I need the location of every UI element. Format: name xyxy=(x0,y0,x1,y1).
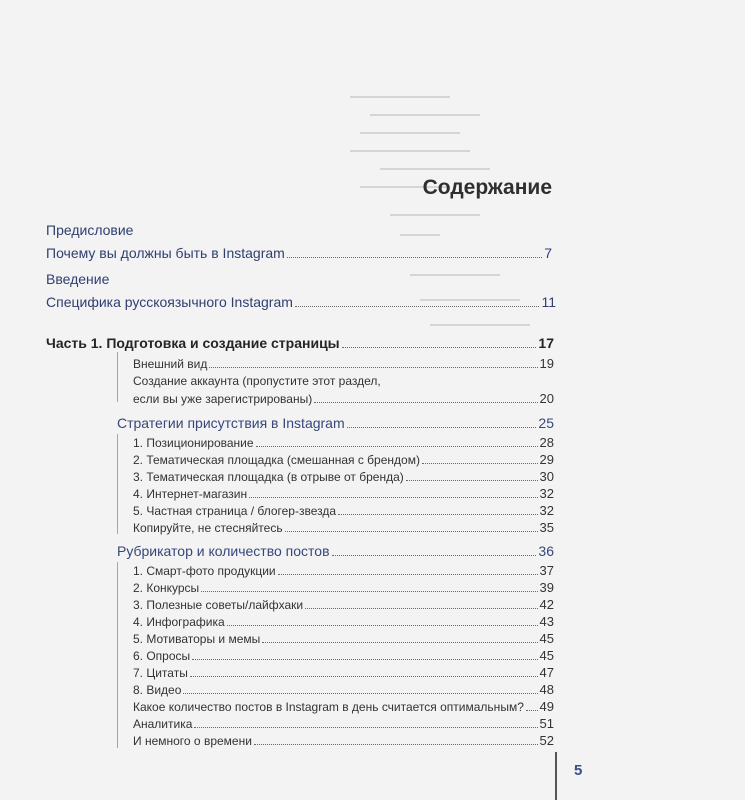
dot-leader xyxy=(249,497,537,498)
toc-entry[interactable] xyxy=(133,613,554,629)
toc-entry[interactable] xyxy=(46,294,556,310)
toc-entry[interactable] xyxy=(133,485,554,501)
toc-entry-title: Копируйте, не стесняйтесь xyxy=(133,521,283,535)
toc-entry-page: 42 xyxy=(539,597,554,612)
dot-leader xyxy=(422,463,538,464)
toc-entry[interactable] xyxy=(133,664,554,680)
footer-rule xyxy=(555,752,557,800)
toc-entry-title: 1. Смарт-фото продукции xyxy=(133,564,276,578)
toc-entry-title: если вы уже зарегистрированы) xyxy=(133,392,313,406)
toc-entry[interactable] xyxy=(133,732,554,748)
dot-leader xyxy=(342,347,537,348)
dot-leader xyxy=(209,367,537,368)
toc-entry[interactable] xyxy=(133,390,554,406)
toc-entry[interactable] xyxy=(133,355,554,371)
toc-entry-title: И немного о времени xyxy=(133,734,252,748)
toc-section-heading[interactable] xyxy=(117,543,554,559)
page-title: Содержание xyxy=(422,176,552,199)
toc-entry-page: 37 xyxy=(539,563,554,578)
toc-entry-page: 11 xyxy=(541,294,556,310)
toc-entry-title: 3. Тематическая площадка (в отрыве от бренда) xyxy=(133,470,404,484)
toc-entry-title: Аналитика xyxy=(133,717,193,731)
toc-entry-page: 20 xyxy=(539,391,554,406)
dot-leader xyxy=(190,676,538,677)
toc-entry-page: 51 xyxy=(539,716,554,731)
toc-section-heading[interactable] xyxy=(117,415,554,431)
toc-entry-page: 39 xyxy=(539,580,554,595)
dot-leader xyxy=(201,591,537,592)
toc-entry-title: 3. Полезные советы/лайфхаки xyxy=(133,598,304,612)
preface-heading: Предисловие xyxy=(46,222,134,238)
toc-entry-page: 35 xyxy=(539,520,554,535)
toc-entry[interactable] xyxy=(133,681,554,697)
toc-entry-title: Часть 1. Подготовка и создание страницы xyxy=(46,335,340,351)
toc-entry-title: 1. Позиционирование xyxy=(133,436,254,450)
toc-entry-title: 4. Интернет-магазин xyxy=(133,487,248,501)
dot-leader xyxy=(194,727,537,728)
toc-part-heading[interactable] xyxy=(46,335,554,351)
toc-entry-page: 36 xyxy=(538,543,554,559)
toc-entry-title: Какое количество постов в Instagram в день считается оптимальным? xyxy=(133,700,524,714)
dot-leader xyxy=(347,427,537,428)
intro-heading: Введение xyxy=(46,271,110,287)
dot-leader xyxy=(526,710,538,711)
toc-entry[interactable] xyxy=(133,630,554,646)
toc-entry-page: 47 xyxy=(539,665,554,680)
dot-leader xyxy=(262,642,537,643)
toc-entry-title: 2. Тематическая площадка (смешанная с брендом) xyxy=(133,453,420,467)
toc-entry-title: Внешний вид xyxy=(133,357,208,371)
toc-entry[interactable] xyxy=(133,451,554,467)
toc-entry[interactable] xyxy=(133,647,554,663)
dot-leader xyxy=(295,306,540,307)
dot-leader xyxy=(192,659,537,660)
toc-entry-page: 45 xyxy=(539,648,554,663)
toc-entry-title: Почему вы должны быть в Instagram xyxy=(46,245,285,261)
toc-entry[interactable] xyxy=(133,596,554,612)
toc-entry[interactable] xyxy=(133,562,554,578)
dot-leader xyxy=(278,574,538,575)
toc-entry-title: 7. Цитаты xyxy=(133,666,188,680)
toc-entry-title: 5. Мотиваторы и мемы xyxy=(133,632,261,646)
dot-leader xyxy=(305,608,537,609)
toc-entry-page: 17 xyxy=(538,335,554,351)
toc-entry[interactable] xyxy=(133,579,554,595)
page-number: 5 xyxy=(574,762,583,779)
toc-entry-title: Стратегии присутствия в Instagram xyxy=(117,415,345,431)
dot-leader xyxy=(285,531,538,532)
toc-entry-page: 19 xyxy=(539,356,554,371)
toc-entry-title: 5. Частная страница / блогер-звезда xyxy=(133,504,337,518)
dot-leader xyxy=(227,625,538,626)
toc-entry-title: 2. Конкурсы xyxy=(133,581,200,595)
toc-entry-title: Рубрикатор и количество постов xyxy=(117,543,330,559)
dot-leader xyxy=(256,446,538,447)
toc-entry-page: 30 xyxy=(539,469,554,484)
toc-entry[interactable] xyxy=(133,698,554,714)
toc-entry-title: 4. Инфографика xyxy=(133,615,225,629)
indent-rule xyxy=(117,434,118,534)
indent-rule xyxy=(117,352,118,402)
toc-entry-title: Специфика русскоязычного Instagram xyxy=(46,294,293,310)
dot-leader xyxy=(254,744,538,745)
toc-entry-page: 49 xyxy=(539,699,554,714)
toc-entry[interactable] xyxy=(133,468,554,484)
toc-entry-page: 52 xyxy=(539,733,554,748)
dot-leader xyxy=(287,257,542,258)
toc-entry[interactable] xyxy=(133,519,554,535)
toc-entry[interactable] xyxy=(46,245,552,261)
toc-entry-page: 32 xyxy=(539,503,554,518)
toc-entry-title: 6. Опросы xyxy=(133,649,191,663)
toc-entry-page: 43 xyxy=(539,614,554,629)
toc-entry-page: 45 xyxy=(539,631,554,646)
dot-leader xyxy=(406,480,538,481)
toc-entry[interactable] xyxy=(133,434,554,450)
dot-leader xyxy=(183,693,537,694)
toc-entry[interactable] xyxy=(133,502,554,518)
toc-entry-title: 8. Видео xyxy=(133,683,182,697)
toc-entry-title-line1: Создание аккаунта (пропустите этот раздел, xyxy=(133,374,381,388)
dot-leader xyxy=(338,514,537,515)
toc-entry-page: 48 xyxy=(539,682,554,697)
dot-leader xyxy=(332,555,537,556)
toc-entry-page: 7 xyxy=(544,245,552,261)
indent-rule xyxy=(117,562,118,748)
dot-leader xyxy=(314,402,537,403)
toc-entry-page: 32 xyxy=(539,486,554,501)
toc-entry-page: 29 xyxy=(539,452,554,467)
toc-entry[interactable] xyxy=(133,715,554,731)
toc-entry-page: 25 xyxy=(538,415,554,431)
toc-entry-page: 28 xyxy=(539,435,554,450)
